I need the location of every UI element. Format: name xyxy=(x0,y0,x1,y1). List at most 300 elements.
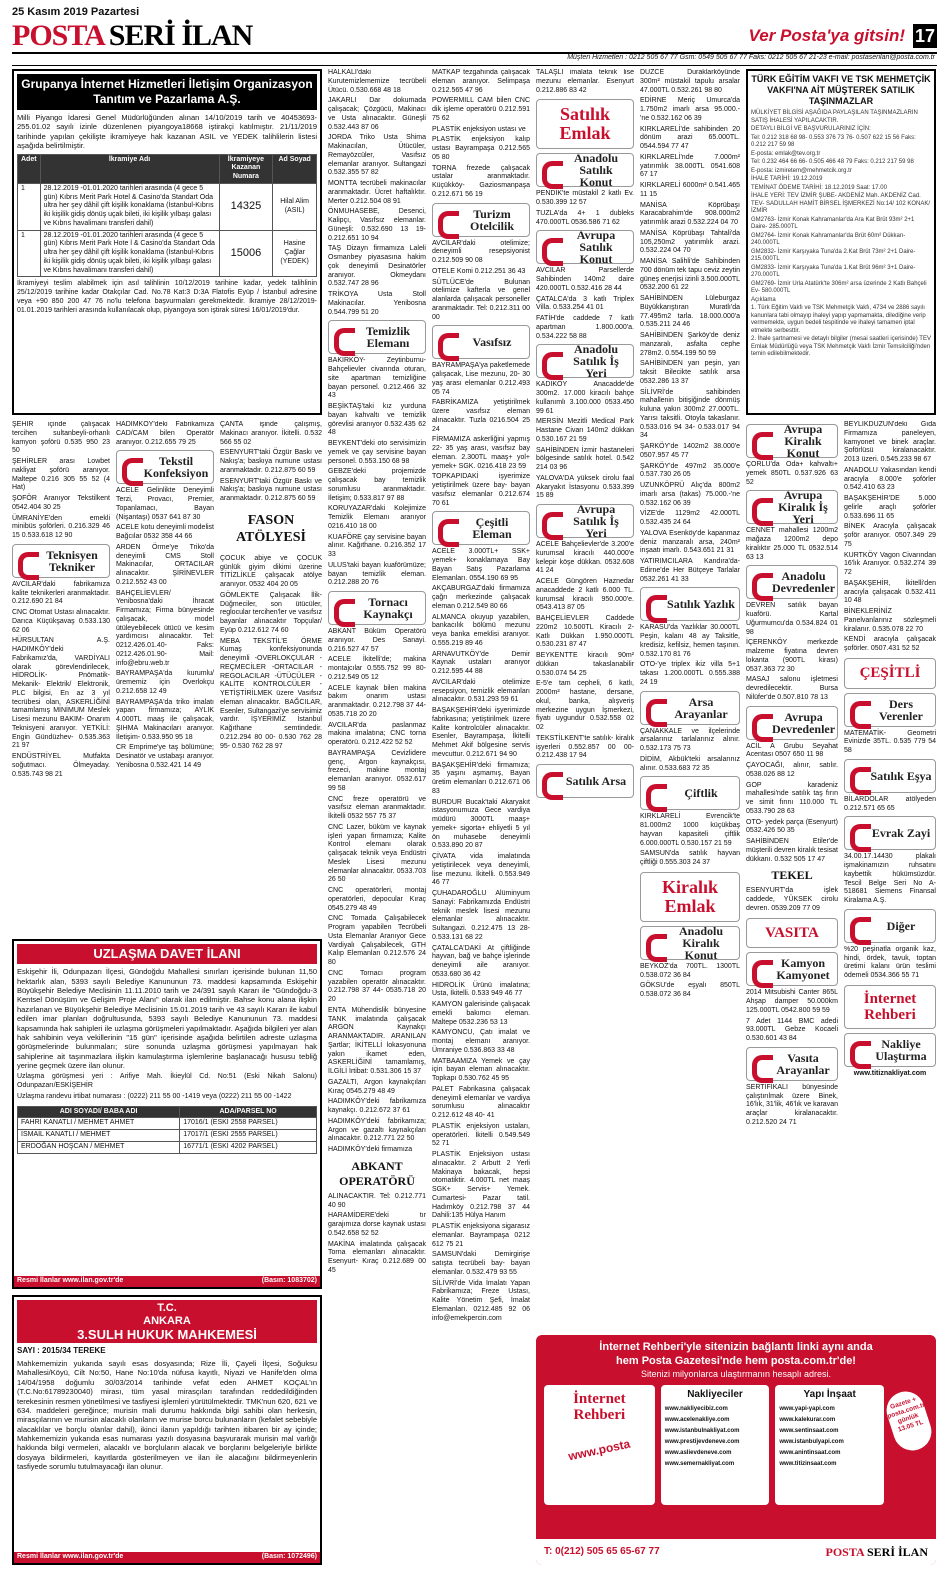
uzlasma-footer: Resmi İlanlar www.ilan.gov.tr'de (Basın: 1083702) xyxy=(14,1276,320,1287)
classified-ad: ARDEN Örme'ye Triko'da deneyimli CMS Stoll Makinacılar, ORTACILAR alınacaktır. ŞİRİNEVLER 0.212.552 43 00 xyxy=(116,543,214,586)
prize-table xyxy=(17,154,317,278)
classified-ad: PLASTİK Enjeksiyon ustası alınacaktır. 2 Arbutt 2 Yerli Makinaya bakacak, hepsi otomatiktir. 4.000TL net maaş SGK+ Servis+ Yemek. Cumartesi- Pazar tatil. Hadımköy 0.212.798 37 44 Dahili:135 Hülya Hanım xyxy=(432,1151,530,1220)
tsk-line: E-posta: izmiretem@mehmetcik.org.tr xyxy=(751,167,852,174)
classified-ad: PLASTİK enjeksiyon ustaları, operatörleri. İkitelli 0.549.549 52 71 xyxy=(432,1122,530,1148)
banner-line1: İnternet Rehberi'yle sitenizin bağlantı linki aynı anda xyxy=(599,1341,873,1353)
site-link[interactable]: www.titiznakliyat.com xyxy=(853,1069,927,1077)
classified-ad: HADIMKÖY'deki fabrikamıza; Argon ve gazaltı kaynakçıları alınacaktır. 0.212.771 22 50 xyxy=(328,1117,426,1143)
tsk-line: 2. İhale şartnamesi ve detaylı bilgiler (mesai saatleri içerisinde) TEV Emlak Müdürlüğü veya TSK Mehmetçik Vakfı İzmir Temsilciliği'nden temin edilebilmektedir. xyxy=(751,336,931,357)
tsk-line: Tel: 0.212 318 68 98- 0.553 376 73 76- 0.507 622 15 56 Faks: 0.212 217 59 98 xyxy=(751,134,916,148)
classified-ad: BAYRAMPAŞA'ya paketlemede çalışacak, Lise mezunu, 20- 30 yaş arası elemanlar 0.212.493 05 74 xyxy=(432,362,530,396)
category-header: Nakliye Ulaştırma xyxy=(844,1033,936,1067)
classified-ad: HÜRSULTAN A.Ş. HADIMKÖY'deki Fabrikamız'da, VARDİYALI olarak görevlendirilecek, HİDROLİK- Pnömatik- Mekanik- Elektrik/ Elektronik, PLC bilgisi, En az 3 yıl tecrübesi olan, ASKERLİĞİNİ tamamlamış MİNİMUM Meslek Lisesi mezunu BAKIM- Onarım Teknisyeni aranıyor. YETKİLİ: Engin Gündüzhev- 0.535.363 21 97 xyxy=(12,637,110,750)
category-header: Arsa Arayanlar xyxy=(640,691,740,725)
phone-icon xyxy=(848,1038,870,1062)
tsk-notice xyxy=(746,69,936,415)
classified-ad: ÇATALCA'da 3 katlı Triplex Villa. 0.533.254 41 01 xyxy=(536,295,634,312)
category-header: Anadolu Satılık Konut xyxy=(536,153,634,187)
site-link[interactable]: www.acelenakliye.com xyxy=(664,1417,730,1424)
mahkeme-sayi: SAYI : 2015/34 TEREKE xyxy=(17,1346,106,1355)
classified-ad: DİDİM, Akbük'teki arsalarınız alınır. 0.533.683 72 35 xyxy=(640,755,740,772)
classified-ad: TALAŞLI imalata teknik lise mezunu elemanlar. Esenyurt 0.212.886 83 42 xyxy=(536,69,634,94)
grupanya-notice xyxy=(12,69,322,415)
classified-ad: TUZLA'da 4+ 1 dubleks 470.000TL 0536.586 71 62 xyxy=(536,209,634,226)
uzlasma-phone: Uzlaşma randevu irtibat numarası : (0222) 211 55 00 -1419 veya (0222) 211 55 00 -1422 xyxy=(17,1092,292,1100)
classified-ad: BİNEKLERİNİZ Panelvanlarınız sözleşmeli kiralanır. 0.535.078 22 70 xyxy=(844,608,936,633)
classified-ad: BAKIRKÖY- Zeytinburnu- Bahçelievler civarında oturan, site apartman temizliğine bayan personel. 0.212.466 32 43 xyxy=(328,357,426,400)
classified-ad: EDİRNE Meriç Umurca'da 1.750m2 imarlı arsa 95.000.- 'ne 0.532.162 06 39 xyxy=(640,97,740,122)
classified-ad: KENDİ aracıyla çalışacak şoförler. 0507.431 52 52 xyxy=(844,636,936,652)
site-link[interactable]: www.nakliyecibiz.com xyxy=(664,1406,728,1413)
notice-footer: İkramiyeyi teslim alabilmek için asıl talihlinin 10/12/2019 tarihine kadar, yedek talihlinin 25/12/2019 tarihine kadar Otakçılar Cad. No.78 Kat:3 D:3A Flatofis Eyüp / İstanbul adresine veya +90 850 200 47 76 no'lu telefona başvurmaları gerekmektedir. İkramiye 28/12/2019-01.01.2019 tarihleri arasında kullanılacak olup, piyangoya son iştirak süresi 16/01/2019'dur. xyxy=(17,280,317,314)
tsk-line: GM2763- İzmir Konak Kahramanlar'da Ara Kat Brüt 93m² 2+1 Daire- 285.000TL xyxy=(751,216,915,230)
classified-ad: ALMANCA okuyup yazabilen, bankacılık bölümü mezunu veya banka emeklisi aranıyor. 0.555.219 89 46 xyxy=(432,613,530,647)
classified-ad: AVCILAR'daki otelimize resepsiyon, temizlik elemanları alınacaktır. 0.531.293 59 61 xyxy=(432,678,530,704)
rehber-box: İnternet Rehberi www.posta xyxy=(544,1385,655,1505)
classified-ad: VİZE'de 1129m2 42.000TL 0.532.435 24 64 xyxy=(640,510,740,526)
posta-url: www.posta xyxy=(567,1436,632,1464)
classified-ad: KUAFÖRE çay servisine bayan alınır. Kağıthane. 0.216.352 17 33 xyxy=(328,533,426,558)
category-header: Çiftlik xyxy=(640,776,740,810)
mahkeme-title: T.C. ANKARA 3.SULH HUKUK MAHKEMESİ xyxy=(17,1300,317,1343)
classified-ad: PENDİK'te müstakil 2 katlı Ev. 0.530.399 12 57 xyxy=(536,190,634,206)
posta-seri-ilan-logo: POSTA SERİ İLAN xyxy=(12,19,253,52)
banner-phone: T: 0(212) 505 65 65-67 77 xyxy=(544,1545,660,1557)
tsk-line: GM2833- İzmir Karşıyaka Tuna'da 1.Kat Brüt 96m² 3+1 Daire- 270.000TL xyxy=(751,264,916,278)
classified-ad: KIRKLARELİ 6000m² 0.541.465 11 15 xyxy=(640,182,740,198)
classified-ad: BAHÇELİEVLER/ Yenibosna'daki İhracat Firmamıza; Firma bünyesinde çalışacak, model ütüleyebilecek ütücü ve kesim yardımcısı alınacaktır. Tel: 0212.426.01.40- Faks: 0212.426.01.90- Mail: info@ebru.web.tr xyxy=(116,589,214,667)
phone-icon xyxy=(750,570,772,594)
classified-ad: CR Emprime'ye taş bölümüne; Desinatör ve ustabaşı aranıyor. Yenibosna 0.532.421 14 49 xyxy=(116,744,214,769)
category-header: Tekstil Konfeksiyon xyxy=(116,450,214,484)
classified-ad: KIRKLARELİ'nde 7.000m² yatırımlık 38.000TL 0541.608 67 17 xyxy=(640,153,740,179)
classified-ad: YALOVA'DA yüksek cirolu faal Akaryakıt İstasyonu 0.533.399 15 89 xyxy=(536,474,634,500)
column-c xyxy=(220,421,322,936)
site-link[interactable]: www.istanbulnakliyat.com xyxy=(664,1428,740,1435)
classified-ad: TORNA frezede çalışacak ustalar aranmaktadır. Küçükköy- Gaziosmanpaşa 0.212.671 56 19 xyxy=(432,164,530,198)
site-link[interactable]: www.istanbulyapi.com xyxy=(779,1439,844,1446)
classified-ad: ÖNMUHASEBE, Desenci, Kalipçı, Vasıfsız elemanlar. Güneşli: 0.532.690 13 19- 0.212.651 10 94 xyxy=(328,208,426,242)
classified-ad: MANİSA Salihli'de Sahibinden 700 dönüm tek tapu ceviz zeytin güneş enerjisi izinli 3.500.000TL 0532.200 61 22 xyxy=(640,258,740,292)
site-link[interactable]: www.kalekurar.com xyxy=(779,1417,836,1424)
classified-ad: MERSİN Mezitli Medical Park Hastane Civarı 140m2 dükkan 0.530.167 21 59 xyxy=(536,418,634,443)
col-ad: Ad Soyad xyxy=(273,154,317,183)
category-header: Vasıta Arayanlar xyxy=(746,1047,838,1081)
phone-icon xyxy=(120,455,142,479)
classified-ad: ENDÜSTRİYEL Mutfakta soğutmacı. Ölmeyaday. 0.535.743 98 21 xyxy=(12,753,110,778)
col-numara: İkramiyeye Kazanan Numara xyxy=(219,154,273,183)
phone-icon xyxy=(436,208,458,232)
tsk-line: İHALE TARİHİ: 19.12.2019 xyxy=(751,176,823,182)
classified-ad: OTO- yedek parça (Esenyurt) 0532.426 50 35 xyxy=(746,818,838,835)
classified-ad: UZUNKÖPRÜ Alıç'da 800m2 imarlı arsa (takas) 75.000.-'ne 0.532.162 06 39 xyxy=(640,482,740,507)
classified-ad: BİLARDOLAR atölyeden 0.212.571 65 65 xyxy=(844,795,936,812)
category-header: Kiralık Emlak xyxy=(640,872,740,922)
classified-ad: SÜTLÜCE'de Bulunan otelimize kafterla ve genel alanlarda çalışacak personeller aranmaktadır. Tel: 0.212.311 00 00 xyxy=(432,278,530,321)
column-e xyxy=(432,69,530,1329)
classified-ad: AVCILAR'da paslanmaz makina imalatına; CNC torna operatörü. 0.212.422 52 52 xyxy=(328,721,426,746)
classified-ad: ÜMRANİYE'den emekli minibüs şoförleri. 0.216.329 46 15 0.533.618 12 90 xyxy=(12,514,110,539)
uzlasma-table: ADI SOYADI/ BABA ADI ADA/PARSEL NO FAHRİ KANATLI / MEHMET AHMET 17016/1 (ESKİ 2558 PARSEL) İSMAİL KANATLI / MEHMET 17017/1 (ESKİ 2555 PARSEL) ERDOĞAN HOŞCAN / MEHMET 16771/1 (ESKİ 4202 PARSEL) xyxy=(17,1106,317,1154)
column-a xyxy=(12,421,110,936)
category-header: Teknisyen Tekniker xyxy=(12,544,110,578)
classified-ad: ACELE 3.000TL+ SSK+ yemek+ konaklamaya Bay Bayan Satış Pazarlama Elemanları. 0554.190 69 95 xyxy=(432,548,530,582)
classified-ad: MANİSA Köprübaşı Tahtali'da 105,250m2 yatırımlık arazi. 0.532.224 04 70 xyxy=(640,229,740,255)
classified-ad: ŞEHİR içinde çalışacak tercihen sultanbeyli-orhanlı kamyon şoförü 0.535 950 23 50 xyxy=(12,421,110,455)
classified-ad: ACELE Güngören Haznedar anacaddede 2 katlı 6.000 TL. kurumsal kiracılı 950.000'e. 0543.413 87 05 xyxy=(536,578,634,612)
yapi-insaat-box: Yapı İnşaat www.yapi-yapi.com www.kalekurar.com www.sentinsaat.com www.istanbulyapi.com www.anintinsaat.com www.titizinsaat.com xyxy=(775,1385,884,1505)
classified-ad: GAZALTI, Argon kaynakçıları Kıraç 0545.279 48 49 xyxy=(328,1078,426,1095)
phone-icon xyxy=(540,349,562,373)
notice-intro: Milli Piyango İdaresi Genel Müdürlüğünden alınan 14/10/2019 tarih ve 40453693-255.01.02 sayılı izinle düzenlenen piyangoya18668 iştirakçi katılmıştır. 21/11/2019 tarihinde yapılan çekilişte ikramiyeye hak kazanan ASIL ve YEDEK talihlilerin listesi aşağıda belirtilmiştir. xyxy=(17,113,317,151)
classified-ad: BAŞAKŞEHİR, İkitelli'den aracıyla çalışacak 0.532.411 10 48 xyxy=(844,579,936,605)
table-row: 1 28.12.2019 -01.01.2020 tarihleri arasında (4 gece 5 gün) Kıbrıs Merit Park Hote l & Casino'da Standart Oda ultra her şey dâhil çift kişilik konaklama (İstanbul-Kıbrıs iki kişilik gidiş dönüş uçak bileti, iki kişilik yılbaşı galası ve Kıbrıs havalimanı transferi dahil) 15006 Hasine Çağlar (YEDEK) xyxy=(18,230,317,277)
classified-ad: TEKSTİLKENT'te satılık- kiralık işyerleri 0.552.857 00 00- 0.212.438 17 94 xyxy=(536,734,634,760)
phone-icon xyxy=(750,1052,772,1076)
classified-ad: BURDUR Bucak'taki Akaryakıt istasyonumuza Gece vardiya müdürü 3000TL maaş+ yemek+ sigorta+ ehliyetli 5 yıl ön muhasebe deneyimli 0.533.890 20 87 xyxy=(432,798,530,850)
classified-ad: SAHİBİNDEN yarı peşin, yarı taksit Bilecikte satılık arsa 0532.286 13 37 xyxy=(640,360,740,385)
footer-logo: POSTA SERİ İLAN xyxy=(825,1544,928,1559)
banner-line2: hem Posta Gazetesi'nde hem posta.com.tr'de! xyxy=(616,1354,856,1367)
uzlasma-address: Uzlaşma görüşmesi yeri : Arifiye Mah. İkieylül Cd. No:51 (Eski Nikah Salonu) Odunpazarı/ESKİŞEHİR xyxy=(17,1073,317,1090)
phone-icon xyxy=(848,821,870,845)
category-header: Çeşitli Eleman xyxy=(432,511,530,545)
phone-icon xyxy=(644,592,666,616)
classified-ad: ACELE Gelinlikte Deneyimli Terzi, Provacı, Premier, Topanlamacı, Bayan (Nişantaşı) 0537 641 87 30 xyxy=(116,487,214,521)
classified-ad: ÇORLU'da Oda+ kahvaltı+ yemek 850TL 0.537.926 63 52 xyxy=(746,461,838,486)
category-header: Diğer xyxy=(844,909,936,943)
column-h xyxy=(844,421,936,1331)
classified-ad: AKÇABURGAZ'daki firmamıza çağrı merkezinde çalışacak eleman 0.212.549 80 66 xyxy=(432,585,530,610)
column-i xyxy=(746,421,838,1331)
classified-ad: MATKAP tezgahında çalışacak eleman aranıyor. Selimpaşa 0.212.565 47 96 xyxy=(432,69,530,94)
classified-ad: SİLİVRİ'de sahibinden mahallenin bitişiğinde dönmüş kuluna yakın 300m2 27.000TL. Yarısı taksitli. Otoyla takaslanır. 0.533.016 94 34- 0.533.017 94 34 xyxy=(640,388,740,440)
classified-ad: ÇANTA işinde çalışmış, Makinacı aranıyor. İkitelli. 0.532 566 55 02 xyxy=(220,421,322,446)
classified-ad: KADIKÖY Anacadde'de 300m2. 17.000 kiracılı bahçe kullanımlı 3.100.000 0533.450 99 61 xyxy=(536,381,634,415)
classified-ad: CENNET mahallesi 1200m2 mağaza 1200m2 depo kiralıktır 25.000 TL 0532.514 63 13 xyxy=(746,527,838,561)
classified-ad: TRİKOYA Usta Stoll Makinacılar. Yenibosna 0.544.799 51 20 xyxy=(328,291,426,316)
category-header: Avrupa Satılık Konut xyxy=(536,230,634,264)
phone-icon xyxy=(848,764,870,788)
category-header: Satılık Yazlık xyxy=(640,587,740,621)
classified-ad: ÇATALCA'DAKİ At çiftliğinde hayvan, bağ ve bahçe işlerinde deneyimli aile aranıyor. 0533.680 36 42 xyxy=(432,944,530,978)
classified-ad: BEYKENTTE kiracılı 90m² dükkan takaslanabilir 0.530.074 54 25 xyxy=(536,652,634,677)
table-row: FAHRİ KANATLI / MEHMET AHMET 17016/1 (ESKİ 2558 PARSEL) xyxy=(18,1118,317,1130)
tsk-line: E-posta: emlak@tev.org.tr xyxy=(751,150,821,157)
classified-ad: AVCILAR'daki otelimize; deneyimli resepsiyonist 0.212.509 90 08 xyxy=(432,239,530,264)
classified-ad: CNC Otomat Ustası alınacaktır. Darıca Küçükşavaş 0.533.130 62 06 xyxy=(12,609,110,634)
classified-ad: GÖKSU'de eşyalı 850TL 0.538.072 36 84 xyxy=(640,982,740,998)
phone-icon xyxy=(436,330,458,354)
classified-ad: SAHİBİNDEN Şarköy'de deniz manzaralı, asfalta cephe 278m2. 0.554.199 50 59 xyxy=(640,332,740,357)
classified-ad: HADIMKÖY'deki Fabrikamıza CAD/CAM bilen Operatör aranıyor. 0.212.655 79 25 xyxy=(116,421,214,446)
classified-ad: SİLİVRİ'de Vida İmalatı Yapan Fabrikamıza; Freze Ustası, Kalite Yönetim Şefi, İmalat Elemanları. 0212.485 92 06 info@emekpercin.com xyxy=(432,1279,530,1322)
category-header: TEKEL xyxy=(771,868,813,883)
category-header: VASITA xyxy=(746,918,838,949)
category-header: Avrupa Kiralık İş Yeri xyxy=(746,490,838,524)
internet-rehberi-banner xyxy=(536,1335,936,1565)
classified-ad: ALINACAKTIR. Tel: 0.212.771 40 90 xyxy=(328,1192,426,1209)
classified-ad: ESENYURT'taki Özgür Baskı ve Nakış'a; baskıya numune ustası aranmaktadır. 0.212.875 60 59 xyxy=(220,449,322,474)
classified-ad: ACELE Bahçelievler'de 3.200'e kurumsal kiracılı 440.000'e kelepir köşe dükkan. 0532.608 41 24 xyxy=(536,541,634,575)
category-header: İnternet Rehberi xyxy=(844,985,936,1029)
classified-ad: 2014 Mitsubishi Canter 865L Ahşap damper 50.000km 125.000TL 0542.800 59 59 xyxy=(746,989,838,1014)
uzlasma-notice xyxy=(12,939,322,1289)
classified-ad: BİNEK Aracıyla çalışacak şoför aranıyor. 0507.349 29 75 xyxy=(844,523,936,548)
category-header: Ders Verenler xyxy=(844,693,936,727)
classified-ad: POWERMILL CAM bilen CNC dik işleme operatörü 0.212.591 75 62 xyxy=(432,97,530,122)
phone-icon xyxy=(644,931,666,955)
classified-ad: PLASTİK enjeksiyon kalıp ustası Bayrampaşa 0.212.565 05 80 xyxy=(432,136,530,161)
classified-ad: MATEMATİK- Geometri Evinizde 35TL. 0.535 779 54 58 xyxy=(844,729,936,754)
notice-title: Grupanya İnternet Hizmetleri İletişim Organizasyon Tanıtım ve Pazarlama A.Ş. xyxy=(17,74,317,110)
classified-ad: HADIMKÖY'deki fabrikamıza kaynakçı. 0.212.672 37 61 xyxy=(328,1098,426,1114)
column-b xyxy=(116,421,214,936)
tsk-line: DETAYLI BİLGİ VE BAŞVURULARINIZ İÇİN: xyxy=(751,126,871,132)
category-header: Satılık Emlak xyxy=(536,99,634,149)
mahkeme-body: Mahkememizin yukarıda sayılı esas dosyasında; Rize İli, Çayeli İlçesi, Soğuksu Mahallesi/Köyü, Cilt No:50, Hane No:10'da nüfusa kayıtlı, Niyazi ve Hanife'den olma 14/04/1958 doğumlu 30/03/2014 tarihinde vefat eden AHMET KOÇAL'ın (T.C.No:61789230040) mirası, tüm yasal mirasçıları tarafından reddedildiğinden terekesinin resmen yönetilmesi ve tasfiyesi işlemleri yürütülmektedir. TMK'nun 620, 621 ve 634. maddeleri gereğince; murisin mali durumu hakkında bilgi sahibi olan herkesin, mirasçılarının ve murisin alacaklı olanların ve murise borcu bulunanların (kefalet sebebiyle alacaklılar ve borçlu olanlar dahil), ikinci ilanın yapıldığı tarihten itibaren bir ay içinde; Mahkememizin yukarıda esas numarası yazılı dosyasına başvurarak murisin mal varlığı hakkında bilgi vermeleri, alacaklı ve borçluların alacak ve borçlarını belgeleriyle birlikte dosyaya bildirmeleri, kayıtlarda gösterilmeyen ve ilan ile alacağını bildirmeyenlerin tasfiyede sorumlu tutulmayacağı ilan olunur. xyxy=(17,1359,317,1472)
site-link[interactable]: www.aslievdeneve.com xyxy=(664,1450,732,1457)
classified-ad: TOPKAPIDAKİ işyerimize yetiştirilmek üzere bay- bayan vasıfsız elemanlar 0.212.674 70 61 xyxy=(432,473,530,507)
classified-ad: BEYLİKDÜZÜN'deki Gıda Firmamıza paneleyen, kamyonet ve binek araçlar. Şoförlüsü kiralanacaktır. 2013 üzeri. 0.545.233 98 67 xyxy=(844,421,936,463)
classified-ad: ÇOCUK abiye ve ÇOCUK günlük giyim dikimi üzerine TİTİZLİKLE çalışacak atölye aranıyor. 0532 404 20 05 xyxy=(220,554,322,588)
table-row: 1 28.12.2019 -01.01.2020 tarihleri arasında (4 gece 5 gün) Kıbrıs Merit Park Hotel & Casino'da Standart Oda ultra her şey dâhil çift kişilik konaklama (İstanbul-Kıbrıs iki kişilik gidiş dönüş uçak bileti, iki kişilik yılbaşı galası ve Kıbrıs havalimanı transferi dahil) 14325 Hilal Alim (ASIL) xyxy=(18,183,317,230)
phone-icon xyxy=(848,914,870,938)
classified-ad: ARNAVUTKÖY'de Demir Kaynak ustaları aranıyor 0.212.595 44 88 xyxy=(432,650,530,675)
banner-line3: Sitenizi milyonlarca ulaştırmanın hesaplı adresi. xyxy=(640,1368,832,1379)
mahkeme-notice xyxy=(12,1295,322,1565)
classified-ad: KIRKLARELİ'de sahibinden 20 dönüm arazi 65.000TL. 0544.594 77 47 xyxy=(640,125,740,150)
classified-ad: MEBA TEKSTİL'E ÖRME Kumaş konfeksiyonunda deneyimli -OVERLOKÇULAR -REÇMECİLER -ORTACILAR -REGOLACILAR -ÜTÜCÜLER -KALİTE KONTROLCÜLER -YETİŞTİRİLMEK üzere Vasıfsız eleman alınacaktır. BAĞCILAR, Esenler, Sultangazi'ye servisimiz vardır. İŞYERİMİZ İstanbul Kağıthane semtindedir. 0.212.294 80 00- 0.530 762 28 95- 0.530 762 28 97 xyxy=(220,637,322,750)
classified-ad: ŞARKÖY'de 1402m2 38.000'e 0507.957 45 77 xyxy=(640,443,740,459)
classified-ad: PALET Fabrikasına çalışacak deneyimli elemanlar ve vardiya sorumlusu alınacaktır 0.212.612 48 40- 41 xyxy=(432,1085,530,1119)
classified-ad: OTO-'ye triplex ikiz villa 5+1 takası 1.200.000TL 0.555.388 24 19 xyxy=(640,661,740,686)
phone-icon xyxy=(540,509,562,533)
col-adet: Adet xyxy=(18,154,41,183)
site-link[interactable]: www.titizinsaat.com xyxy=(779,1461,837,1468)
tsk-line: Açıklama xyxy=(751,296,776,303)
classified-ad: ŞOFÖR Aranıyor Tekstilkent 0542.404 30 25 xyxy=(12,495,110,511)
classified-ad: KIRKLARELİ Evrencik'te 81.000m2 1000 küçükbaş hayvan kapasiteli çiftlik 6.000.000TL 0.530.157 21 59 xyxy=(640,813,740,847)
classified-ad: SAMSUN'daki Demirgirişe satışta tecrübeli bay- bayan elemanlar. 0.532.479 93 55 xyxy=(432,1251,530,1276)
classified-ad: MAKİNA imalatında çalışacak Torna elemanları alınacaktır. Esenyurt- Kıraç 0.212.689 00 45 xyxy=(328,1240,426,1274)
site-link[interactable]: www.sentinsaat.com xyxy=(779,1428,839,1435)
classified-ad: FİRMAMIZA askerliğini yapmış 22- 35 yaş arası, vasıfsız bay eleman. 2.300TL maaş+ yol+ yemek+ SGK. 0216.418 23 59 xyxy=(432,436,530,470)
classified-ad: FABRİKAMIZA yetiştirilmek üzere vasıfsız eleman alınacaktır. Tuzla 0216.504 25 24 xyxy=(432,399,530,433)
classified-ad: SAHİBİNDEN Etiler'de müşterili devren kiralık tesisat dükkanı. 0.532 505 17 47 xyxy=(746,838,838,863)
price-badge: Gazete + posta.com.tr günlük 13.05 TL xyxy=(882,1386,937,1455)
page-number: 17 xyxy=(914,26,936,46)
classified-ad: ÇUHADAROĞLU Alüminyum Sanayi: Fabrikamızda Endüstri teknik meslek lisesi mezunu elemanlar alınacaktır. Sultangazi. 0.212.475 13 28- 0.533.131 68 22 xyxy=(432,890,530,941)
classified-ad: CNC freze operatörü ve vasıfsız eleman aranmaktadır. İkitelli 0532 557 75 37 xyxy=(328,795,426,820)
phone-icon xyxy=(644,696,666,720)
category-header: Tornacı Kaynakçı xyxy=(328,591,426,625)
classified-ad: ABKANT Büküm Operatörü aranıyor. Des Sanayi. 0.216.527 47 57 xyxy=(328,628,426,653)
tsk-line: GM2769- İzmir Urla Atatürk'te 306m² arsa üzerinde 2 Katlı Bahçeli Ev- 580.000TL xyxy=(751,280,927,294)
classified-ad: ÇAYOCAĞI, alınır, satılır. 0538.026 88 12 xyxy=(746,762,838,778)
category-header: Temizlik Elemanı xyxy=(328,320,426,354)
classified-ad: AVCILAR'daki fabrikamıza kalite teknikerleri aranmaktadır. 0.212.690 21 84 xyxy=(12,580,110,606)
classified-ad: PLASTİK enjeksiyona sigarasız elemanlar. Bayrampaşa 0212 612 75 21 xyxy=(432,1223,530,1248)
category-header: Anadolu Devredenler xyxy=(746,565,838,599)
classified-ad: HALKALI'daki Kurutemizlememize tecrübeli Ütücü. 0.530.668 48 18 xyxy=(328,69,426,94)
classified-ad: KARASU'da Yazlıklar 30.000TL Peşin, kalanı 48 ay Taksitle, kredisiz, kefilsiz, hemen taşının. 0.532.170 81 76 xyxy=(640,624,740,658)
classified-ad: BAYRAMPAŞA'da kurumlu/ürememiz için Overlokçu 0.212.658 12 49 xyxy=(116,670,214,695)
classified-ad: AVCILAR Parsellerde Sahibinden 140m2 daire 420.000TL 0.532.416 28 44 xyxy=(536,267,634,292)
classified-ad: GÖMLEKTE Çalışacak İlik-Düğmeciler, son ütücüler, reglocular tercihen'ler ve vasıfsız bayanlar alınacaktır Topçular/ Eyüp 0.212.612 74 60 xyxy=(220,591,322,634)
classified-ad: ENTA Mühendislik bünyesine TANK imalatında çalışacak ARGON Kaynakçı ARANMAKTADIR. ARANILAN Şartlar; İKİTELLİ lokasyonuna yakın ikamet eden, ASKERLİĞİNİ tamamlamış, İLGİLİ İrtibat: 0.531.306 15 37 xyxy=(328,1006,426,1075)
classified-ad: JORDA Triko Usta Shima Makinacıları, Ütücüler, Remayözcüler, Vasıfsız elemanlar aranıyor. Sultangazi 0.532.355 57 82 xyxy=(328,134,426,177)
tsk-line: Tel: 0.232 464 66 66- 0.505 466 48 79 Faks: 0.212 217 59 98 xyxy=(751,159,914,165)
classified-ad: OTELE Komi 0.212.251 36 43 xyxy=(432,267,526,275)
tsk-title: TÜRK EĞİTİM VAKFI VE TSK MEHMETÇİK VAKFI'NA AİT MÜŞTEREK SATILIK TAŞINMAZLAR xyxy=(751,74,931,106)
classified-ad: ESENYURT'taki Özgür Baskı ve Nakış'a; baskıya numune ustası aranmaktadır. 0.212.875 60 59 xyxy=(220,477,322,502)
column-d xyxy=(328,69,426,1565)
masthead xyxy=(12,20,937,54)
mahkeme-footer: Resmi İlanlar www.ilan.gov.tr'de (Basın: 1072496) xyxy=(14,1552,320,1563)
classified-ad: SAHİBİNDEN İzmir hastaneleri bölgesinde satılık hotel. 0.542 214 03 96 xyxy=(536,446,634,471)
classified-ad: TAŞ Dizayn firmamıza Laleli Osmanbey piyasasına hakim çok deneyimli Desinatörler aranıyor. Okmeydanı 0.532.747 28 96 xyxy=(328,245,426,288)
classifieds-grid xyxy=(12,69,937,1569)
classified-ad: %20 peşinatla organik kaz, hindi, ördek, tavuk, toptan üretimi kalanı ürün teslimi ödemeli 0534.366 55 71 xyxy=(844,945,936,979)
classified-ad: BAŞAKŞEHİR'DE 5.000 gelirle araçlı şoförler 0.533.696 11 65 xyxy=(844,495,936,520)
classified-ad: ACELE kaynak bilen makina bakım onarım ustası aranmaktadır. 0.212.798 37 44- 0535.718 20 20 xyxy=(328,684,426,718)
category-header: Turizm Otelcilik xyxy=(432,203,530,237)
classified-ad: ÇİVATA vida imalatında yetiştirilecek veya deneyimli, lise mezunu. İkitelli. 0.553.949 46 77 xyxy=(432,853,530,887)
uzlasma-title: UZLAŞMA DAVET İLANI xyxy=(17,944,317,964)
category-header: Anadolu Kiralık Konut xyxy=(640,926,740,960)
table-row: ERDOĞAN HOŞCAN / MEHMET 16771/1 (ESKİ 4202 PARSEL) xyxy=(18,1141,317,1153)
tsk-line: MÜLKİYET BİLGİSİ AŞAĞIDA PAYLAŞILAN TAŞINMAZLARIN SATIŞ İHALESİ YAPILACAKTIR. xyxy=(751,110,918,124)
classified-ad: E-5'e tam cepheli, 6 katlı, 2000m² hastane, dersane, okul, banka, alışveriş merkezine uygun İşmerkezi, fiyatı uygundur 0.532.558 02 02 xyxy=(536,680,634,731)
category-header: Satılık Arsa xyxy=(536,764,634,798)
classified-ad: FATİH'de caddede 7 katlı apartman 1.800.000'a. 0.534.222 58 88 xyxy=(536,315,634,340)
classified-ad: DÜZCE Duraklarköyünde 300m² müstakil tapulu arsalar 47.000TL 0.532.261 98 80 xyxy=(640,69,740,94)
category-header: Anadolu Satılık İş Yeri xyxy=(536,344,634,378)
classified-ad: ANADOLU Yakasından kendi aracıyla 8.000'e şoförler 0.542.410 63 23 xyxy=(844,466,936,492)
classified-ad: HIDROLİK Ürünü imalatına; Usta, İkitelli. 0.533 949 46 77 xyxy=(432,981,530,998)
classified-ad: HADIMKÖY'deki firmamıza xyxy=(328,1146,413,1153)
classified-ad: PLASTİK enjeksiyon ustası ve xyxy=(432,125,526,133)
classified-ad: KAMYONCU, Çatı imalat ve montaj elemanı aranıyor. Ümraniye 0.536.863 33 48 xyxy=(432,1029,530,1054)
classified-ad: BEYKOZ'da 700TL. 1300TL 0.538.072 36 84 xyxy=(640,962,740,979)
classified-ad: 7 Adet 1144 BMC adedi 93.000TL Gebze Kocaeli 0.530.601 43 84 xyxy=(746,1017,838,1042)
site-link[interactable]: www.prestijevdeneve.com xyxy=(664,1439,740,1446)
classified-ad: ACELE İkitelli'de; makina montajcılar 0.555.752 99 80- 0.212.549 05 12 xyxy=(328,656,426,681)
phone-icon xyxy=(540,769,562,793)
phone-icon xyxy=(540,235,562,259)
phone-icon xyxy=(848,698,870,722)
category-header: Avrupa Satılık İş Yeri xyxy=(536,504,634,538)
classified-ad: KORUYAZAR'daki Kolejimize Temizlik Elemanı aranıyor 0216.410 18 00 xyxy=(328,505,426,530)
phone-icon xyxy=(750,957,772,981)
classified-ad: BEYKENT'deki oto servisimizin yemek ve çay servisine bayan personel. 0.553.150 68 98 xyxy=(328,440,426,465)
phone-icon xyxy=(436,516,458,540)
phone-icon xyxy=(644,781,666,805)
phone-icon xyxy=(540,158,562,182)
classified-ad: MASAJ salonu işletmesi devredilecektir. Bursa Nilüfer'de 0.507.810 78 13 xyxy=(746,676,838,701)
site-link[interactable]: www.yapi-yapi.com xyxy=(779,1406,835,1413)
classified-ad: ŞARKÖY'de 497m2 35.000'e 0.537.730 26 05 xyxy=(640,462,740,479)
classified-ad: DEVREN satılık bayan kuaförü. Kartal Uğurmumcu'da 0.534.824 01 98 xyxy=(746,602,838,636)
category-header: FASON ATÖLYESİ xyxy=(235,512,307,546)
classified-ad: CNC Lazer, büküm ve kaynak işleri yapan firmamıza; Kalite Kontrol elemanı olarak çalışacak teknik veya Endüstri Meslek Lisesi mezunu elemanlar alınacaktır. 0533.703 26 50 xyxy=(328,823,426,884)
tsk-line: GM2764- İzmir Konak Kahramanlar'da Brüt 60m² Dükkan- 240.000TL xyxy=(751,232,906,246)
phone-icon xyxy=(750,711,772,735)
classified-ad: CNC Tornada Çalışabilecek Program yapabilen Tecrübeli Usta Elemanlar Aranıyor Gece Vardiyalı Çalışabilecek, GTH Kalıp Elemanları 0.212.576 24 80 xyxy=(328,915,426,966)
category-header: Satılık Eşya xyxy=(844,759,936,793)
phone-icon xyxy=(16,549,38,573)
classified-ad: SERTİFİKALI bünyesinde çalıştırılmak üzere Binek, 16'lık, 31'lik, 46'lık ve karavan araçlar kiralanacaktır. 0.212.520 24 71 xyxy=(746,1083,838,1126)
category-header: Avrupa Kiralık Konut xyxy=(746,424,838,458)
contact-line: Müşteri Hizmetleri : 0212 505 67 77 Gsm: 0549 505 67 77 Faks: 0212 505 67 21-23 e-mail: postaserilan@posta.com.tr xyxy=(12,54,937,66)
classified-ad: ESENYURT'da işlek caddede, YÜKSEK cirolu devren. 0539.209 77 09 xyxy=(746,887,838,912)
classified-ad: MONTTA tecrübeli makinacılar aranmaktadır. Ücret haftalıktır. Merter 0.212.504 08 91 xyxy=(328,180,426,205)
classified-ad: BEŞİKTAŞ'taki kız yurduna bayan kahvaltı ve temizlik görevlisi aranıyor 0.532.435 62 48 xyxy=(328,403,426,437)
classified-ad: BAYRAMPAŞA'da triko imalatı yapan firmamıza; AYLIK 4.000TL maaş ile çalışacak, ŞIHMA Makinacıları aranıyor. İletişim- 0.533.950 95 18 xyxy=(116,698,214,741)
category-header: ABKANT OPERATÖRÜ xyxy=(339,1158,415,1188)
category-header: Evrak Zayi xyxy=(844,816,936,850)
site-link[interactable]: www.semernakliyat.com xyxy=(664,1461,735,1468)
column-f xyxy=(536,69,634,1329)
classified-ad: ACELE kotu deneyimli modelist Bağcılar 0532 358 44 66 xyxy=(116,524,214,540)
classified-ad: HARAMİDERE'deki tır garajımıza dorse kaynak ustası 0.542.658 52 52 xyxy=(328,1212,426,1237)
classified-ad: GOP karadeniz mahallesi'nde satılık taş fırın ve simit fırını 110.000 TL 0533.790 28 63 xyxy=(746,781,838,815)
classified-ad: GEBZE'deki projemizde çalışacak bay temizlik sorumlusu aranmaktadır. İletişim; 0.533.817 97 88 xyxy=(328,468,426,502)
col-ikramiye: İkramiye Adı xyxy=(40,154,219,183)
classified-ad: SAHİBİNDEN Lüleburgaz Büyükkarıştıran Muratlı'da 77.495m2 tarla. 18.000.000'a 0.535.211 24 46 xyxy=(640,295,740,329)
classified-ad: YALOVA Esenköy'de kapanmaz deniz manzaralı arsa, 240m² inşaatı imarlı. 0.543.651 21 31 xyxy=(640,529,740,555)
tsk-line: GM2832- İzmir Karşıyaka Tuna'da 2.Kat Brüt 73m² 2+1 Daire- 215.000TL xyxy=(751,248,916,262)
classified-ad: SAMSUN'da satılık hayvan çiftliği 0.555.303 24 37 xyxy=(640,850,740,866)
classified-ad: CNC Tornacı program yazabilen operatör alınacaktır. 0.212.798 37 44- 0535.718 20 20 xyxy=(328,969,426,1003)
category-header: Avrupa Devredenler xyxy=(746,706,838,740)
classified-ad: KAMYON galerisinde çalışacak emekli bakımcı eleman. Maltepe 0532.236 53 13 xyxy=(432,1001,530,1026)
classified-ad: BAŞAKŞEHİR'deki işyerimizde fabrikasına; yetiştirilmek üzere Kalite kontrolcüler alınacaktır. Esenler, Bayrampaşa, İkitelli Mehmet Akif bölgesine servis mevcuttur. 0.212.671 94 90 xyxy=(432,707,530,758)
classified-ad: CNC operatörleri, montaj operatörleri, depocular Kıraç 0545.279 48 49 xyxy=(328,887,426,912)
phone-icon xyxy=(750,429,772,453)
classified-ad: YATIRIMCILARA Kandıra'da- Edirne'de Her Bütçeye Tarlalar 0532.261 41 33 xyxy=(640,558,740,583)
classified-ad: MANİSA Köprübaşı Karacabrahim'de 908.000m2 yatırımlık arazi 0.532.224 04 70 xyxy=(640,201,740,226)
phone-icon xyxy=(750,495,772,519)
category-header: Vasıfsız xyxy=(432,325,530,359)
classified-ad: BAHÇELİEVLER Caddede 220m2 10.500TL Kiracılı 2- Katlı Dükkan 1.950.000TL 0.530.231 87 47 xyxy=(536,615,634,649)
nakliyeciler-box: Nakliyeciler www.nakliyecibiz.com www.acelenakliye.com www.istanbulnakliyat.com www.prestijevdeneve.com www.aslievdeneve.com www.semernakliyat.com xyxy=(661,1385,770,1505)
classified-ad: ÇANAKKALE ve ilçelerinde arsalarınız tarlalarınız alınır. 0.532.173 75 73 xyxy=(640,727,740,752)
classified-ad: ŞEHİRLER arası Lowbet nakliyat şoförü aranıyor. Maltepe 0.216 305 55 52 (4 Hat) xyxy=(12,458,110,492)
table-row: İSMAİL KANATLI / MEHMET 17017/1 (ESKİ 2555 PARSEL) xyxy=(18,1130,317,1142)
column-g xyxy=(640,69,740,1329)
uzlasma-body: Eskişehir İli, Odunpazarı İlçesi, Gündoğdu Mahallesi sınırları içerisinde bulunan 11,50 hektarlık alan, 5393 sayılı Belediye Kanununun 73. maddesi kapsamında Eskişehir Büyükşehir Belediye Meclisinin 11.11.2010 tarih ve 24/391 sayılı Kararı ile "Gündoğdu-3 Kentsel Dönüşüm ve Gelişim Proje Alanı" olarak ilan edilmiştir. Bahse konu alana ilişkin hazırlanan ve Büyükşehir Belediye Meclisinin 15.01.2019 tarih ve 43 sayılı Kararı ile kabul edilen imar planları doğrultusunda, 5393 sayılı Belediye Kanununun 73. maddesi kapsamında hak sahipleri ile uzlaşma görüşmeleri yapılmaktadır. Aşağıda bilgileri yer alan hak sahibinin veya vekillerinin "15 gün" içerisinde aşağıda belirtilen adreste uzlaşma görüşmelerinde bulunmaları; süre sonunda uzlaşma görüşmesi yapılmayan hak sahiplerine ait taşınmazlara ilişkin kamulaştırma işlemlerine başlanacağı hususu tebliğ yerine geçmek üzere ilan olunur. xyxy=(17,967,317,1070)
site-link[interactable]: www.anintinsaat.com xyxy=(779,1450,841,1457)
classified-ad: MATBAAMIZA Yemek ve çay için bayan eleman alınacaktır. Topkapı 0.530.762 45 95 xyxy=(432,1057,530,1082)
phone-icon xyxy=(332,596,354,620)
classified-ad: KURTKÖY Vagon Civarından 16'lık Aranıyor. 0.532.274 39 72 xyxy=(844,551,936,576)
classified-ad: BAYRAMPAŞA Cevizlidere genç, Argon kaynakçısı, frezeci, makine montaj elemanları aranıyor. 0532.617 99 58 xyxy=(328,749,426,792)
classified-ad: JAKARLI Dar dokumada çalışacak; Çözgücü, Makinacı ve Usta alınacaktır. Güneşli 0.532.443 87 06 xyxy=(328,97,426,131)
tsk-line: TEMİNAT ÖDEME TARİHİ: 18.12.2019 Saat: 17.00 xyxy=(751,184,887,191)
classified-ad: 34.00.17.14430 plakalı işmakinamızın ruhsatını kaybettik hükümsüzdür. Tescil Belge Seri No A-518681 Siemens Finansal Kiralama A.Ş. xyxy=(844,853,936,904)
tsk-line: İHALE YERİ: TEV İZMİR ŞUBE- AKDENİZ Mah. AKDENİZ Cad. TEV- SADULLAH HAMİT BİRSEL İŞMERKEZİ No:14/ 102 KONAK/ İZMİR xyxy=(751,193,931,214)
tsk-line: 1. Türk Eğitim Vakfı ve TSK Mehmetçik Vakfı, 4734 ve 2886 sayılı kanunlara tabi olmayıp ihaleyi yapıp yapmamakta, dilediğine verip vermemekte, uygun bedeli tespitinde ve ihaleyi tamamen iptal etmekte serbesttir. xyxy=(751,305,926,334)
category-header: Kamyon Kamyonet xyxy=(746,952,838,986)
classified-ad: İÇERENKÖY merkezde malzeme fiyatına devren lokanta (900TL kirası) 0537.363 72 30 xyxy=(746,639,838,673)
classified-ad: ACİL A Grubu Seyahat Acentası 0507 650 11 98 xyxy=(746,742,838,759)
phone-icon xyxy=(332,325,354,349)
issue-date: 25 Kasım 2019 Pazartesi xyxy=(12,6,140,18)
category-header: ÇEŞİTLİ xyxy=(844,658,936,689)
classified-ad: ULUS'taki bayan kuaförümüze; bayan temizlik eleman. 0.212.288 20 76 xyxy=(328,561,426,587)
